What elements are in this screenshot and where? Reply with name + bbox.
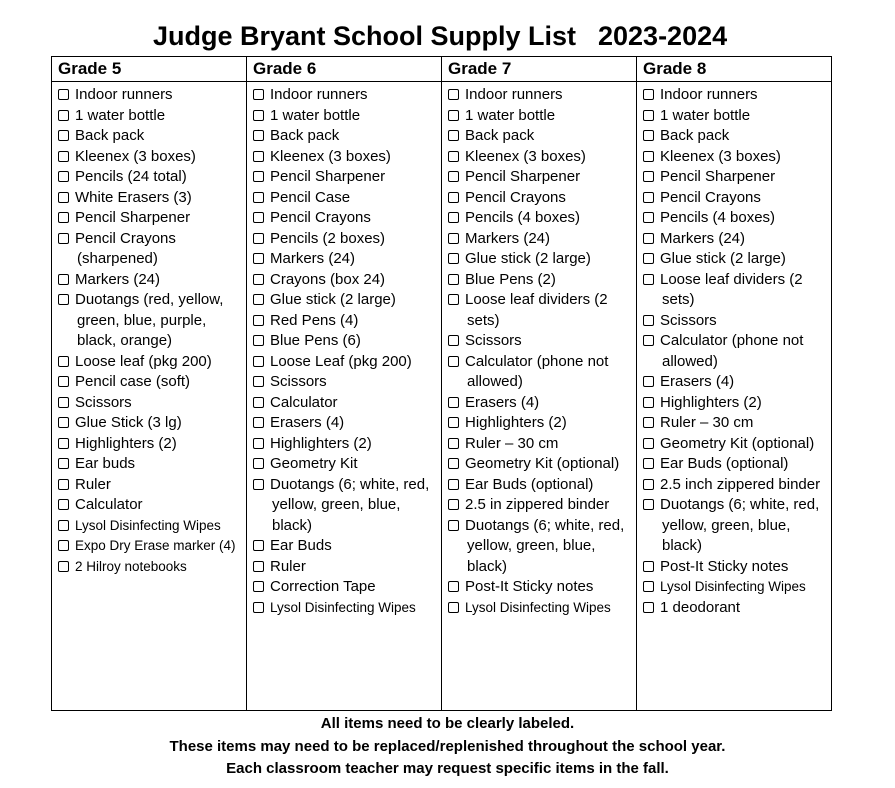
supply-item-label: Back pack — [270, 127, 340, 144]
supply-item-label: Geometry Kit — [270, 455, 358, 472]
checkbox-icon[interactable] — [448, 274, 459, 285]
footer-line: These items may need to be replaced/replenished throughout the school year. — [169, 737, 726, 755]
checkbox-icon[interactable] — [643, 499, 654, 510]
supply-item — [253, 557, 439, 578]
supply-item — [643, 270, 829, 311]
supply-item — [448, 454, 634, 475]
supply-item-label: Loose Leaf (pkg 200) — [270, 352, 412, 370]
supply-item — [253, 413, 439, 434]
checkbox-icon[interactable] — [58, 356, 69, 367]
supply-item — [643, 372, 829, 393]
supply-item-label: 2.5 in zippered binder — [465, 496, 610, 513]
supply-item — [58, 413, 244, 434]
supply-item — [253, 290, 439, 311]
checkbox-icon[interactable] — [58, 479, 69, 490]
supply-item — [643, 188, 829, 209]
supply-item-label: Pencil Sharpener — [270, 168, 386, 185]
checkbox-icon[interactable] — [58, 376, 69, 387]
supply-item-label: Duotangs (6; white, red, yellow, green, blue, black) — [465, 516, 625, 575]
checkbox-icon[interactable] — [58, 233, 69, 244]
supply-item-label: Glue Stick (3 lg) — [75, 414, 182, 431]
supply-item-label: Pencil Case — [270, 188, 351, 206]
supply-item — [58, 106, 244, 127]
checkbox-icon[interactable] — [58, 417, 69, 428]
checkbox-icon[interactable] — [448, 89, 459, 100]
grade-column — [637, 57, 831, 710]
supply-item — [643, 331, 829, 372]
supply-item — [253, 167, 439, 188]
supply-item — [253, 454, 439, 475]
supply-item-label: Duotangs (6; white, red, yellow, green, blue, black) — [660, 496, 820, 554]
supply-item-label: Back pack — [75, 127, 145, 144]
supply-item — [643, 85, 829, 106]
checkbox-icon[interactable] — [448, 499, 459, 510]
supply-item — [253, 249, 439, 270]
checkbox-icon[interactable] — [448, 356, 459, 367]
supply-item-label: Pencils (4 boxes) — [660, 209, 776, 226]
checkbox-icon[interactable] — [253, 110, 264, 121]
supply-item — [448, 188, 634, 209]
supply-item — [448, 147, 634, 168]
supply-item-label: Ear Buds (optional) — [465, 475, 594, 493]
checkbox-icon[interactable] — [58, 499, 69, 510]
checkbox-icon[interactable] — [253, 192, 264, 203]
supply-item-label: Pencil Sharpener — [75, 209, 191, 226]
supply-item — [253, 372, 439, 393]
supply-item-label: Ruler – 30 cm — [660, 414, 754, 431]
grade-heading: Grade 5 — [52, 57, 246, 82]
supply-item-label: Erasers (4) — [465, 393, 540, 411]
checkbox-icon[interactable] — [253, 458, 264, 469]
grade-heading: Grade 7 — [442, 57, 636, 82]
supply-item — [643, 147, 829, 168]
checkbox-icon[interactable] — [448, 130, 459, 141]
supply-item-label: Post-It Sticky notes — [465, 578, 594, 595]
supply-item-label: Geometry Kit (optional) — [660, 434, 815, 452]
checkbox-icon[interactable] — [643, 602, 654, 613]
supply-item — [643, 311, 829, 332]
supply-item-label: 2 Hilroy notebooks — [75, 558, 187, 574]
supply-item-label: Loose leaf (pkg 200) — [75, 352, 212, 370]
supply-item — [448, 106, 634, 127]
checkbox-icon[interactable] — [58, 151, 69, 162]
checkbox-icon[interactable] — [448, 212, 459, 223]
checkbox-icon[interactable] — [253, 274, 264, 285]
supply-item — [643, 106, 829, 127]
supply-item-label: Geometry Kit (optional) — [465, 455, 620, 472]
checkbox-icon[interactable] — [58, 520, 69, 531]
checkbox-icon[interactable] — [448, 171, 459, 182]
checkbox-icon[interactable] — [448, 458, 459, 469]
grade-column — [247, 57, 442, 710]
checkbox-icon[interactable] — [448, 192, 459, 203]
supply-item-label: Erasers (4) — [270, 414, 345, 431]
supply-item — [643, 167, 829, 188]
checkbox-icon[interactable] — [58, 438, 69, 449]
supply-item-label: Pencil Crayons — [465, 188, 566, 206]
checkbox-icon[interactable] — [643, 233, 654, 244]
supply-item — [448, 352, 634, 393]
supply-item — [643, 557, 829, 578]
checkbox-icon[interactable] — [58, 540, 69, 551]
checkbox-icon[interactable] — [643, 335, 654, 346]
supply-item — [643, 229, 829, 250]
supply-item — [58, 290, 244, 352]
supply-item-label: Ear buds — [75, 455, 136, 472]
supply-list — [637, 82, 831, 618]
supply-item — [448, 598, 634, 619]
supply-item-label: Blue Pens (6) — [270, 332, 361, 349]
page-title — [0, 16, 895, 56]
checkbox-icon[interactable] — [448, 233, 459, 244]
checkbox-icon[interactable] — [253, 602, 264, 613]
checkbox-icon[interactable] — [58, 192, 69, 203]
supply-item — [643, 454, 829, 475]
supply-item — [253, 188, 439, 209]
supply-item-label: Pencil Sharpener — [465, 168, 581, 185]
checkbox-icon[interactable] — [253, 438, 264, 449]
supply-list — [247, 82, 441, 618]
supply-item-label: Back pack — [660, 127, 730, 144]
supply-item — [58, 188, 244, 209]
checkbox-icon[interactable] — [253, 356, 264, 367]
supply-item — [58, 536, 244, 557]
checkbox-icon[interactable] — [448, 397, 459, 408]
grade-heading: Grade 8 — [637, 57, 831, 82]
supply-item — [643, 475, 829, 496]
grade-heading: Grade 6 — [247, 57, 441, 82]
checkbox-icon[interactable] — [448, 602, 459, 613]
supply-item-label: Kleenex (3 boxes) — [270, 147, 391, 165]
supply-item-label: Pencil Crayons (sharpened) — [75, 229, 176, 267]
supply-item — [643, 393, 829, 414]
supply-list — [52, 82, 246, 577]
supply-item — [643, 434, 829, 455]
supply-item — [253, 393, 439, 414]
footer-line: All items need to be clearly labeled. — [320, 715, 575, 732]
supply-item-label: Indoor runners — [660, 86, 758, 103]
checkbox-icon[interactable] — [58, 212, 69, 223]
supply-item — [253, 270, 439, 291]
supply-item-label: Blue Pens (2) — [465, 270, 556, 288]
supply-item-label: Red Pens (4) — [270, 311, 359, 329]
supply-item — [253, 311, 439, 332]
checkbox-icon[interactable] — [253, 581, 264, 592]
checkbox-icon[interactable] — [58, 89, 69, 100]
supply-item-label: Markers (24) — [660, 229, 746, 247]
supply-item — [448, 229, 634, 250]
checkbox-icon[interactable] — [253, 151, 264, 162]
supply-item — [448, 126, 634, 147]
checkbox-icon[interactable] — [643, 151, 654, 162]
supply-item-label: Markers (24) — [270, 250, 356, 267]
supply-item — [448, 85, 634, 106]
supply-item — [58, 229, 244, 270]
checkbox-icon[interactable] — [643, 171, 654, 182]
checkbox-icon[interactable] — [643, 458, 654, 469]
supply-item-label: Scissors — [465, 332, 522, 349]
supply-item-label: Pencils (2 boxes) — [270, 229, 386, 247]
supply-item-label: Ear Buds — [270, 537, 332, 554]
checkbox-icon[interactable] — [253, 561, 264, 572]
supply-item — [448, 516, 634, 578]
supply-item — [58, 495, 244, 516]
supply-item-label: Expo Dry Erase marker (4) — [75, 538, 236, 553]
checkbox-icon[interactable] — [643, 581, 654, 592]
supply-item — [253, 331, 439, 352]
checkbox-icon[interactable] — [58, 130, 69, 141]
supply-item-label: 1 water bottle — [465, 106, 556, 124]
supply-item-label: Calculator — [75, 496, 143, 513]
checkbox-icon[interactable] — [643, 315, 654, 326]
supply-item-label: Lysol Disinfecting Wipes — [270, 599, 416, 615]
supply-item — [253, 536, 439, 557]
checkbox-icon[interactable] — [253, 212, 264, 223]
supply-item-label: Calculator (phone not allowed) — [465, 352, 609, 390]
supply-item — [58, 372, 244, 393]
supply-item — [448, 331, 634, 352]
supply-item-label: Glue stick (2 large) — [660, 250, 786, 267]
supply-item-label: Duotangs (red, yellow, green, blue, purple, black, orange) — [75, 291, 224, 349]
supply-item — [643, 495, 829, 557]
supply-item-label: Crayons (box 24) — [270, 270, 386, 288]
checkbox-icon[interactable] — [253, 417, 264, 428]
supply-item — [58, 167, 244, 188]
checkbox-icon[interactable] — [253, 397, 264, 408]
supply-item — [253, 577, 439, 598]
supply-item-label: Highlighters (2) — [465, 414, 567, 431]
supply-item-label: Calculator (phone not allowed) — [660, 332, 804, 370]
supply-item — [253, 434, 439, 455]
supply-item — [448, 249, 634, 270]
supply-item-label: Markers (24) — [75, 270, 161, 288]
checkbox-icon[interactable] — [253, 376, 264, 387]
checkbox-icon[interactable] — [643, 89, 654, 100]
supply-item — [643, 208, 829, 229]
supply-item-label: White Erasers (3) — [75, 188, 192, 206]
grade-column — [442, 57, 637, 710]
supply-item-label: 1 water bottle — [660, 106, 751, 124]
supply-item — [58, 557, 244, 578]
supply-item-label: 2.5 inch zippered binder — [660, 475, 821, 493]
supply-item — [58, 352, 244, 373]
checkbox-icon[interactable] — [448, 438, 459, 449]
supply-item-label: Highlighters (2) — [75, 434, 177, 452]
supply-item-label: Pencil Crayons — [660, 188, 761, 206]
supply-item-label: Kleenex (3 boxes) — [465, 147, 586, 165]
supply-item-label: Back pack — [465, 127, 535, 144]
checkbox-icon[interactable] — [448, 253, 459, 264]
supply-item — [58, 516, 244, 537]
checkbox-icon[interactable] — [643, 561, 654, 572]
supply-item-label: Post-It Sticky notes — [660, 557, 789, 575]
supply-item — [58, 270, 244, 291]
checkbox-icon[interactable] — [253, 253, 264, 264]
checkbox-icon[interactable] — [643, 253, 654, 264]
supply-item-label: Calculator — [270, 393, 338, 411]
supply-item-label: Pencil Sharpener — [660, 168, 776, 185]
supply-item — [643, 598, 829, 619]
supply-item — [253, 85, 439, 106]
supply-item — [448, 270, 634, 291]
checkbox-icon[interactable] — [643, 417, 654, 428]
grade-column — [52, 57, 247, 710]
footer-line: Each classroom teacher may request specific items in the fall. — [226, 760, 669, 777]
supply-item-label: Duotangs (6; white, red, yellow, green, blue, black) — [270, 475, 430, 534]
supply-item — [253, 126, 439, 147]
supply-item — [643, 249, 829, 270]
supply-item — [58, 434, 244, 455]
checkbox-icon[interactable] — [448, 520, 459, 531]
checkbox-icon[interactable] — [448, 417, 459, 428]
supply-item-label: Indoor runners — [465, 86, 563, 103]
supply-item — [253, 229, 439, 250]
supply-item-label: Erasers (4) — [660, 373, 735, 390]
supply-item-label: Ruler — [270, 557, 306, 575]
checkbox-icon[interactable] — [643, 274, 654, 285]
checkbox-icon[interactable] — [58, 561, 69, 572]
supply-item-label: Scissors — [660, 311, 717, 329]
supply-item — [448, 495, 634, 516]
checkbox-icon[interactable] — [643, 397, 654, 408]
checkbox-icon[interactable] — [448, 581, 459, 592]
checkbox-icon[interactable] — [643, 130, 654, 141]
supply-item — [253, 598, 439, 619]
checkbox-icon[interactable] — [253, 171, 264, 182]
supply-item-label: Pencils (24 total) — [75, 168, 187, 185]
supply-item — [448, 475, 634, 496]
supply-item — [253, 147, 439, 168]
supply-item — [448, 413, 634, 434]
checkbox-icon[interactable] — [253, 479, 264, 490]
checkbox-icon[interactable] — [58, 110, 69, 121]
supply-item — [58, 475, 244, 496]
supply-item-label: Loose leaf dividers (2 sets) — [660, 270, 803, 308]
checkbox-icon[interactable] — [58, 458, 69, 469]
supply-item — [448, 434, 634, 455]
checkbox-icon[interactable] — [58, 294, 69, 305]
supply-item — [643, 577, 829, 598]
supply-item — [448, 577, 634, 598]
checkbox-icon[interactable] — [448, 151, 459, 162]
supply-item-label: Highlighters (2) — [270, 434, 372, 452]
supply-item-label: Lysol Disinfecting Wipes — [75, 517, 221, 533]
supply-item-label: Kleenex (3 boxes) — [75, 147, 196, 165]
supply-item-label: Pencils (4 boxes) — [465, 209, 581, 226]
checkbox-icon[interactable] — [253, 294, 264, 305]
supply-item — [58, 85, 244, 106]
checkbox-icon[interactable] — [253, 130, 264, 141]
checkbox-icon[interactable] — [643, 110, 654, 121]
checkbox-icon[interactable] — [448, 335, 459, 346]
supply-item-label: Scissors — [75, 393, 132, 411]
supply-item-label: Kleenex (3 boxes) — [660, 147, 781, 165]
checkbox-icon[interactable] — [253, 315, 264, 326]
supply-item — [58, 393, 244, 414]
checkbox-icon[interactable] — [58, 274, 69, 285]
supply-item-label: 1 water bottle — [75, 106, 166, 124]
supply-item-label: Ruler — [75, 475, 111, 493]
supply-item — [58, 147, 244, 168]
supply-item-label: Glue stick (2 large) — [270, 291, 396, 308]
checkbox-icon[interactable] — [643, 438, 654, 449]
supply-item-label: 1 deodorant — [660, 598, 741, 616]
supply-item-label: Ruler – 30 cm — [465, 434, 559, 452]
supply-item-label: Highlighters (2) — [660, 393, 762, 411]
checkbox-icon[interactable] — [643, 376, 654, 387]
checkbox-icon[interactable] — [58, 397, 69, 408]
supply-item — [58, 126, 244, 147]
supply-item — [253, 106, 439, 127]
supply-table — [51, 56, 832, 711]
supply-list — [442, 82, 636, 618]
school-year: 2023-2024 — [598, 21, 728, 51]
footer-notes — [0, 713, 895, 781]
supply-item-label: Correction Tape — [270, 578, 376, 595]
checkbox-icon[interactable] — [253, 89, 264, 100]
checkbox-icon[interactable] — [448, 479, 459, 490]
supply-item-label: Loose leaf dividers (2 sets) — [465, 291, 608, 329]
supply-item-label: Markers (24) — [465, 229, 551, 247]
supply-item-label: Indoor runners — [75, 86, 173, 103]
supply-item — [448, 290, 634, 331]
checkbox-icon[interactable] — [643, 212, 654, 223]
supply-item — [643, 126, 829, 147]
checkbox-icon[interactable] — [253, 335, 264, 346]
supply-item — [253, 208, 439, 229]
supply-item-label: Pencil Crayons — [270, 209, 371, 226]
supply-item — [253, 475, 439, 537]
checkbox-icon[interactable] — [253, 233, 264, 244]
supply-item-label: Indoor runners — [270, 86, 368, 103]
supply-item-label: Ear Buds (optional) — [660, 455, 789, 472]
checkbox-icon[interactable] — [448, 110, 459, 121]
supply-item — [643, 413, 829, 434]
supply-item — [253, 352, 439, 373]
supply-item — [448, 208, 634, 229]
supply-item — [448, 393, 634, 414]
supply-item — [58, 454, 244, 475]
supply-item-label: Glue stick (2 large) — [465, 250, 591, 267]
supply-item — [448, 167, 634, 188]
supply-item-label: Pencil case (soft) — [75, 373, 191, 390]
supply-item-label: Lysol Disinfecting Wipes — [465, 599, 611, 615]
document-title: Judge Bryant School Supply List — [153, 21, 577, 51]
checkbox-icon[interactable] — [253, 540, 264, 551]
supply-item — [58, 208, 244, 229]
checkbox-icon[interactable] — [643, 192, 654, 203]
checkbox-icon[interactable] — [643, 479, 654, 490]
checkbox-icon[interactable] — [448, 294, 459, 305]
supply-item-label: 1 water bottle — [270, 106, 361, 124]
supply-item-label: Lysol Disinfecting Wipes — [660, 579, 806, 594]
supply-item-label: Scissors — [270, 373, 327, 390]
checkbox-icon[interactable] — [58, 171, 69, 182]
